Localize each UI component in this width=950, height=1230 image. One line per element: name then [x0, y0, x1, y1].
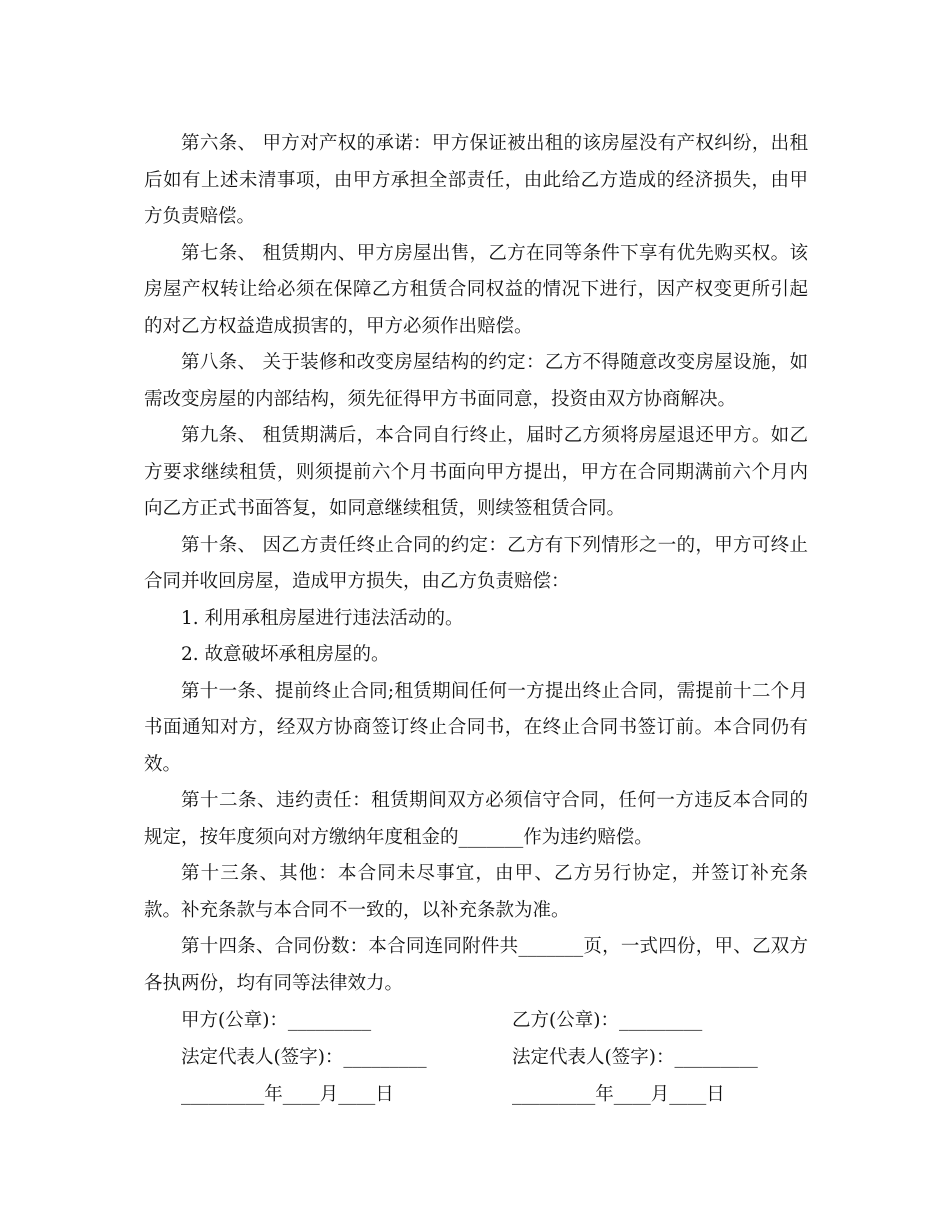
party-a-seal-field: 甲方(公章)：_________: [181, 1010, 372, 1031]
clause-14: 第十四条、合同份数：本合同连同附件共_______页，一式四份，甲、乙双方各执两份，均有同等法律效力。: [144, 936, 808, 994]
clause-10-item-2: 2. 故意破坏承租房屋的。: [181, 644, 390, 665]
signature-row-date: [144, 1076, 808, 1113]
contract-page: [144, 126, 808, 1113]
clause-8: 第八条、 关于装修和改变房屋结构的约定：乙方不得随意改变房屋设施，如需改变房屋的内部结构，须先征得甲方书面同意，投资由双方协商解决。: [144, 352, 808, 410]
signature-block: [144, 1002, 808, 1113]
clause-10-item-1: 1. 利用承租房屋进行违法活动的。: [181, 607, 464, 629]
party-b-seal-field: 乙方(公章)：_________: [512, 1010, 703, 1031]
clause-11: 第十一条、提前终止合同;租赁期间任何一方提出终止合同，需提前十二个月书面通知对方，经双方协商签订终止合同书，在终止合同书签订前。本合同仍有效。: [144, 680, 808, 775]
party-b-representative-field: 法定代表人(签字)：_________: [512, 1047, 758, 1068]
clause-12: 第十二条、违约责任：租赁期间双方必须信守合同，任何一方违反本合同的规定，按年度须向对方缴纳年度租金的_______作为违约赔偿。: [144, 790, 808, 848]
clause-13: 第十三条、其他：本合同未尽事宜，由甲、乙方另行协定，并签订补充条款。补充条款与本合同不一致的，以补充条款为准。: [144, 863, 808, 921]
party-b-date-field: _________年____月____日: [512, 1084, 725, 1105]
signature-row-representative: [144, 1039, 808, 1076]
clause-9: 第九条、 租赁期满后，本合同自行终止，届时乙方须将房屋退还甲方。如乙方要求继续租赁，则须提前六个月书面向甲方提出，甲方在合同期满前六个月内向乙方正式书面答复，如同意继续租赁，则续签租赁合同。: [144, 425, 808, 519]
party-a-representative-field: 法定代表人(签字)：_________: [181, 1047, 427, 1068]
clause-7: 第七条、 租赁期内、甲方房屋出售，乙方在同等条件下享有优先购买权。该房屋产权转让给必须在保障乙方租赁合同权益的情况下进行，因产权变更所引起的对乙方权益造成损害的，甲方必须作出赔偿。: [144, 242, 808, 337]
party-a-date-field: _________年____月____日: [181, 1084, 394, 1105]
signature-row-seal: [144, 1002, 808, 1039]
clause-10: 第十条、 因乙方责任终止合同的约定：乙方有下列情形之一的，甲方可终止合同并收回房屋，造成甲方损失，由乙方负责赔偿：: [144, 534, 808, 592]
clause-6: 第六条、 甲方对产权的承诺：甲方保证被出租的该房屋没有产权纠纷，出租后如有上述未清事项，由甲方承担全部责任，由此给乙方造成的经济损失，由甲方负责赔偿。: [144, 133, 808, 227]
